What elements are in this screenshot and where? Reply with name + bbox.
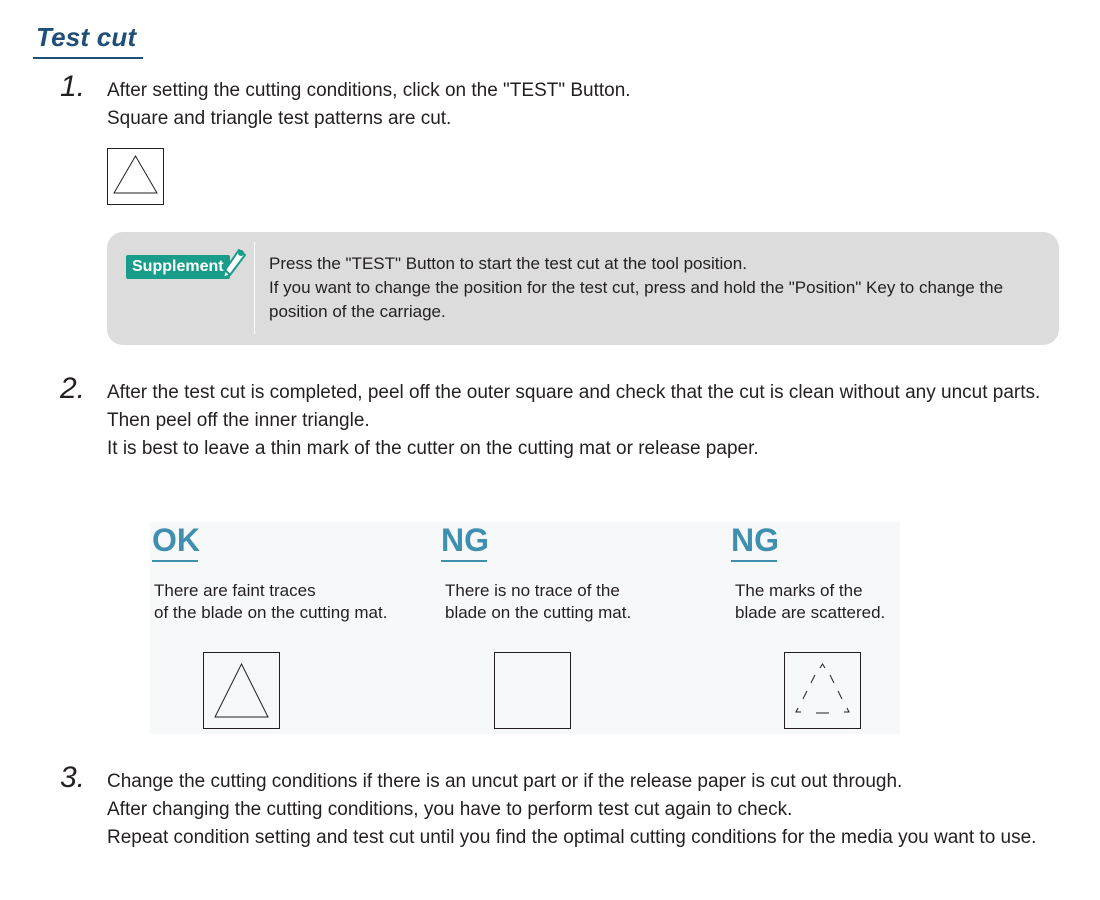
ng-no-trace-figure	[494, 652, 572, 730]
pencil-icon	[217, 247, 247, 283]
step-3-text	[107, 768, 1062, 852]
step-1-number: 1.	[60, 70, 86, 103]
verdict-underline	[731, 560, 777, 562]
result-comparison	[150, 522, 900, 734]
result-verdict-ng: NG	[731, 522, 779, 558]
result-line: blade are scattered.	[735, 603, 886, 622]
result-description	[154, 580, 434, 624]
step-1-line-2: Square and triangle test patterns are cut.	[107, 108, 452, 129]
supplement-line-2: If you want to change the position for the test cut, press and hold the "Position" Key to change the position of the carriage.	[269, 278, 1004, 321]
step-3-line-3: Repeat condition setting and test cut until you find the optimal cutting conditions for the media you want to use.	[107, 827, 1037, 848]
result-verdict-ng: NG	[441, 522, 489, 558]
step-2-line-1: After the test cut is completed, peel off the outer square and check that the cut is clean without any uncut parts.	[107, 382, 1041, 403]
title-underline	[33, 57, 143, 59]
step-3-number: 3.	[60, 761, 86, 794]
ok-pattern-figure	[203, 652, 281, 730]
test-pattern-figure	[107, 148, 165, 206]
result-line: of the blade on the cutting mat.	[154, 603, 388, 622]
result-ng-no-trace	[441, 522, 721, 734]
scattered-marks	[796, 664, 849, 713]
step-3-line-2: After changing the cutting conditions, you have to perform test cut again to check.	[107, 799, 793, 820]
verdict-underline	[152, 560, 198, 562]
step-1-text	[107, 77, 1062, 133]
step-2-line-3: It is best to leave a thin mark of the cutter on the cutting mat or release paper.	[107, 438, 759, 459]
step-2-number: 2.	[60, 372, 86, 405]
result-description	[735, 580, 1015, 624]
result-line: There is no trace of the	[445, 581, 620, 600]
step-1-line-1: After setting the cutting conditions, click on the "TEST" Button.	[107, 80, 631, 101]
step-2-line-2: Then peel off the inner triangle.	[107, 410, 370, 431]
step-2-text	[107, 379, 1062, 463]
supplement-text	[269, 252, 1044, 324]
ok-pattern-triangle	[215, 664, 268, 717]
step-3-line-1: Change the cutting conditions if there is an uncut part or if the release paper is cut out through.	[107, 771, 903, 792]
result-ok	[150, 522, 430, 734]
result-line: There are faint traces	[154, 581, 316, 600]
test-pattern-triangle	[114, 156, 157, 193]
result-ng-scattered	[731, 522, 1011, 734]
result-verdict-ok: OK	[152, 522, 200, 558]
verdict-underline	[441, 560, 487, 562]
ng-no-trace-square	[495, 653, 571, 729]
supplement-line-1: Press the "TEST" Button to start the test cut at the tool position.	[269, 254, 747, 273]
supplement-badge: Supplement	[126, 255, 230, 279]
result-line: blade on the cutting mat.	[445, 603, 632, 622]
supplement-panel	[107, 232, 1059, 345]
result-description	[445, 580, 725, 624]
ng-scattered-figure	[784, 652, 862, 730]
section-title: Test cut	[36, 22, 137, 52]
supplement-divider	[254, 242, 255, 334]
result-line: The marks of the	[735, 581, 863, 600]
